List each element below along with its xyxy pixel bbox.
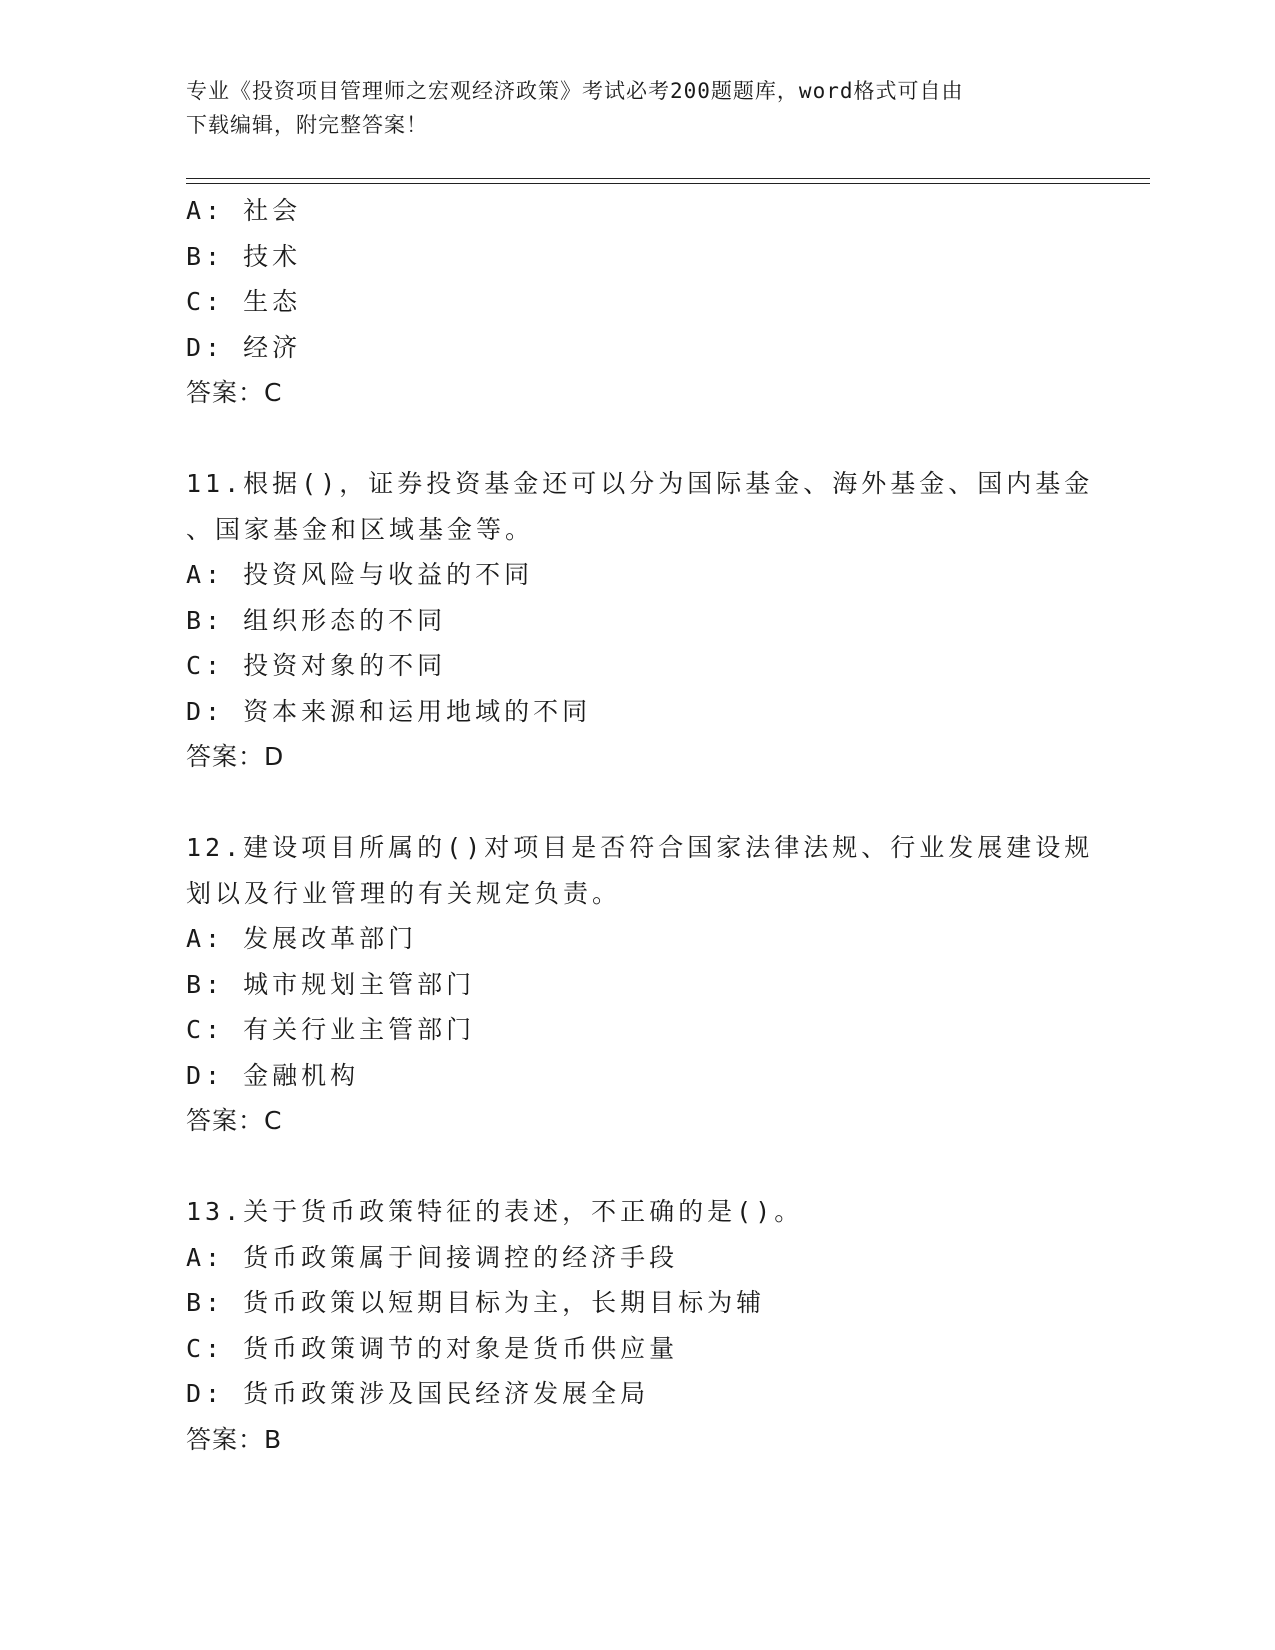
option-c: C: 有关行业主管部门 — [186, 1015, 476, 1044]
header-rule-top — [186, 178, 1150, 179]
option-b: B: 组织形态的不同 — [186, 605, 447, 635]
header-line-2: 下载编辑，附完整答案！ — [186, 113, 428, 137]
question-stem-line: 、国家基金和区域基金等。 — [186, 514, 535, 544]
option-b: B: 货币政策以短期目标为主，长期目标为辅 — [186, 1288, 766, 1317]
answer-line: 答案：D — [186, 742, 285, 771]
question-spacer — [186, 1144, 1126, 1190]
option-a: A: 货币政策属于间接调控的经济手段 — [186, 1242, 679, 1272]
document-header — [186, 74, 1066, 142]
answer-line: 答案：B — [186, 1424, 283, 1454]
question-spacer — [186, 416, 1126, 462]
question-block — [186, 1189, 1126, 1462]
question-spacer — [186, 780, 1126, 826]
option-d: D: 资本来源和运用地域的不同 — [186, 696, 592, 726]
option-c: C: 生态 — [186, 287, 302, 316]
option-a: A: 发展改革部门 — [186, 924, 418, 953]
header-line-1: 专业《投资项目管理师之宏观经济政策》考试必考200题题库，word格式可自由 — [186, 79, 964, 103]
option-d: D: 货币政策涉及国民经济发展全局 — [186, 1379, 650, 1408]
answer-line: 答案：C — [186, 378, 283, 407]
question-stem-line: 11.根据()，证券投资基金还可以分为国际基金、海外基金、国内基金 — [186, 469, 1094, 498]
header-rule-bottom — [186, 183, 1150, 184]
question-stem-line: 13.关于货币政策特征的表述，不正确的是()。 — [186, 1197, 804, 1226]
answer-line: 答案：C — [186, 1106, 283, 1135]
option-b: B: 城市规划主管部门 — [186, 969, 476, 999]
option-a: A: 社会 — [186, 196, 302, 225]
option-c: C: 投资对象的不同 — [186, 651, 447, 680]
question-stem-line: 划以及行业管理的有关规定负责。 — [186, 878, 622, 908]
option-b: B: 技术 — [186, 241, 302, 271]
question-block — [186, 825, 1126, 1144]
question-list — [186, 188, 1126, 1462]
option-d: D: 金融机构 — [186, 1060, 360, 1090]
question-stem-line: 12.建设项目所属的()对项目是否符合国家法律法规、行业发展建设规 — [186, 833, 1094, 862]
option-a: A: 投资风险与收益的不同 — [186, 560, 534, 589]
question-block — [186, 461, 1126, 780]
question-block — [186, 188, 1126, 416]
option-d: D: 经济 — [186, 332, 302, 362]
option-c: C: 货币政策调节的对象是货币供应量 — [186, 1333, 679, 1363]
